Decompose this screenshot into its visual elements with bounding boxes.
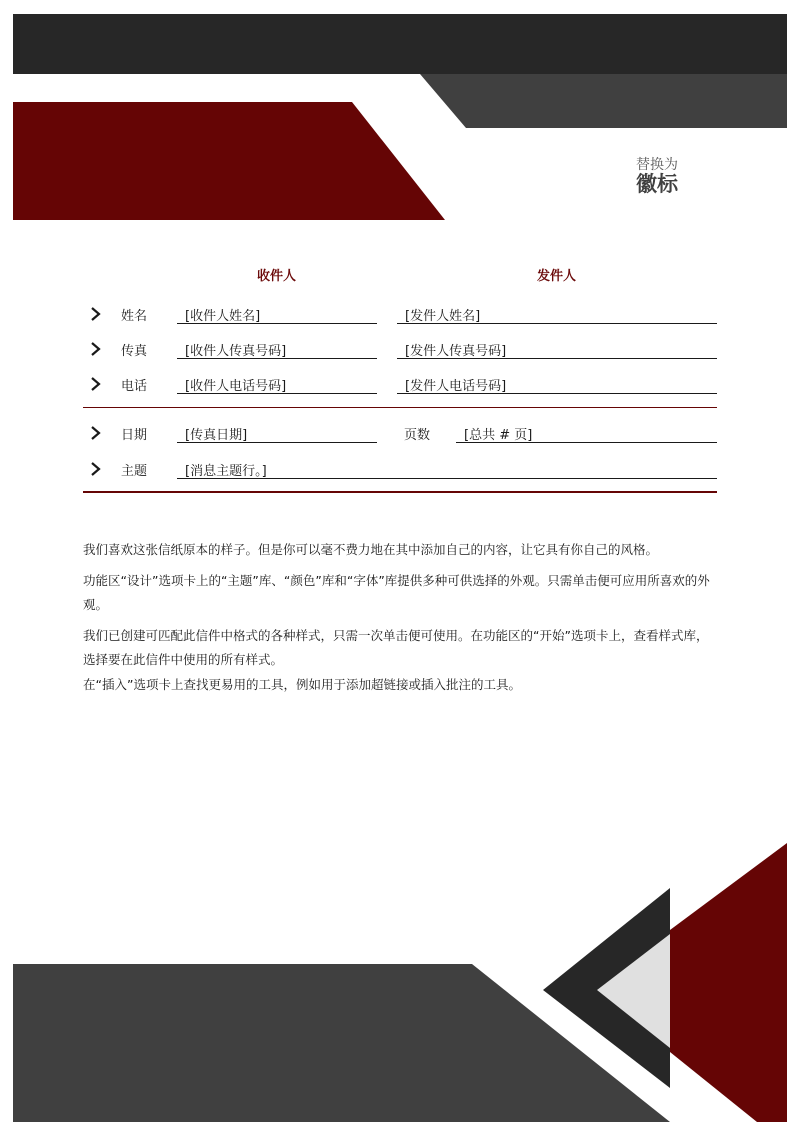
body-paragraph-3: 我们已创建可匹配此信件中格式的各种样式，只需一次单击便可使用。在功能区的“开始”选项卡上，查看样式库，选择要在此信件中使用的所有样式。 — [83, 627, 709, 667]
body-paragraph-4: 在“插入”选项卡上查找更易用的工具，例如用于添加超链接或插入批注的工具。 — [83, 676, 521, 692]
chevron-right-icon — [90, 377, 102, 391]
subject-label: 主题 — [121, 464, 148, 479]
body-paragraph-1: 我们喜欢这张信纸原本的样子。但是你可以毫不费力地在其中添加自己的内容，让它具有你自己的风格。 — [83, 542, 659, 557]
message-body[interactable] — [83, 538, 713, 703]
recipient-column-heading: 收件人 — [257, 269, 297, 284]
phone-label: 电话 — [121, 379, 148, 394]
logo-line-1: 替换为 — [636, 157, 678, 173]
chevron-right-icon — [90, 307, 102, 321]
recipient-fax-field[interactable]: [收件人传真号码] — [177, 334, 377, 359]
pages-label: 页数 — [404, 428, 431, 443]
fax-label: 传真 — [121, 344, 148, 359]
fax-row — [0, 334, 800, 364]
subject-field[interactable]: [消息主题行。] — [177, 454, 717, 479]
header-dark-band — [13, 14, 787, 74]
date-row — [0, 418, 800, 448]
total-pages-field[interactable]: [总共 # 页] — [456, 418, 717, 443]
fax-date-field[interactable]: [传真日期] — [177, 418, 377, 443]
recipient-name-field[interactable]: [收件人姓名] — [177, 299, 377, 324]
chevron-right-icon — [90, 342, 102, 356]
sender-column-heading: 发件人 — [537, 269, 577, 284]
chevron-right-icon — [90, 462, 102, 476]
footer-maroon-triangle — [670, 843, 787, 1122]
sender-name-field[interactable]: [发件人姓名] — [397, 299, 717, 324]
chevron-right-icon — [90, 426, 102, 440]
header-gray-band — [420, 74, 787, 128]
date-label: 日期 — [121, 428, 148, 443]
header-maroon-band — [13, 102, 445, 220]
sender-fax-field[interactable]: [发件人传真号码] — [397, 334, 717, 359]
name-row — [0, 299, 800, 329]
subject-row — [0, 454, 800, 484]
phone-row — [0, 369, 800, 399]
name-label: 姓名 — [121, 309, 148, 324]
logo-line-2: 徽标 — [636, 172, 678, 197]
body-paragraph-2: 功能区“设计”选项卡上的“主题”库、“颜色”库和“字体”库提供多种可供选择的外观。只需单击便可应用所喜欢的外观。 — [83, 572, 710, 612]
form-bottom-rule — [83, 491, 717, 493]
sender-phone-field[interactable]: [发件人电话号码] — [397, 369, 717, 394]
logo-placeholder — [636, 158, 678, 196]
section-divider — [83, 407, 717, 408]
recipient-phone-field[interactable]: [收件人电话号码] — [177, 369, 377, 394]
